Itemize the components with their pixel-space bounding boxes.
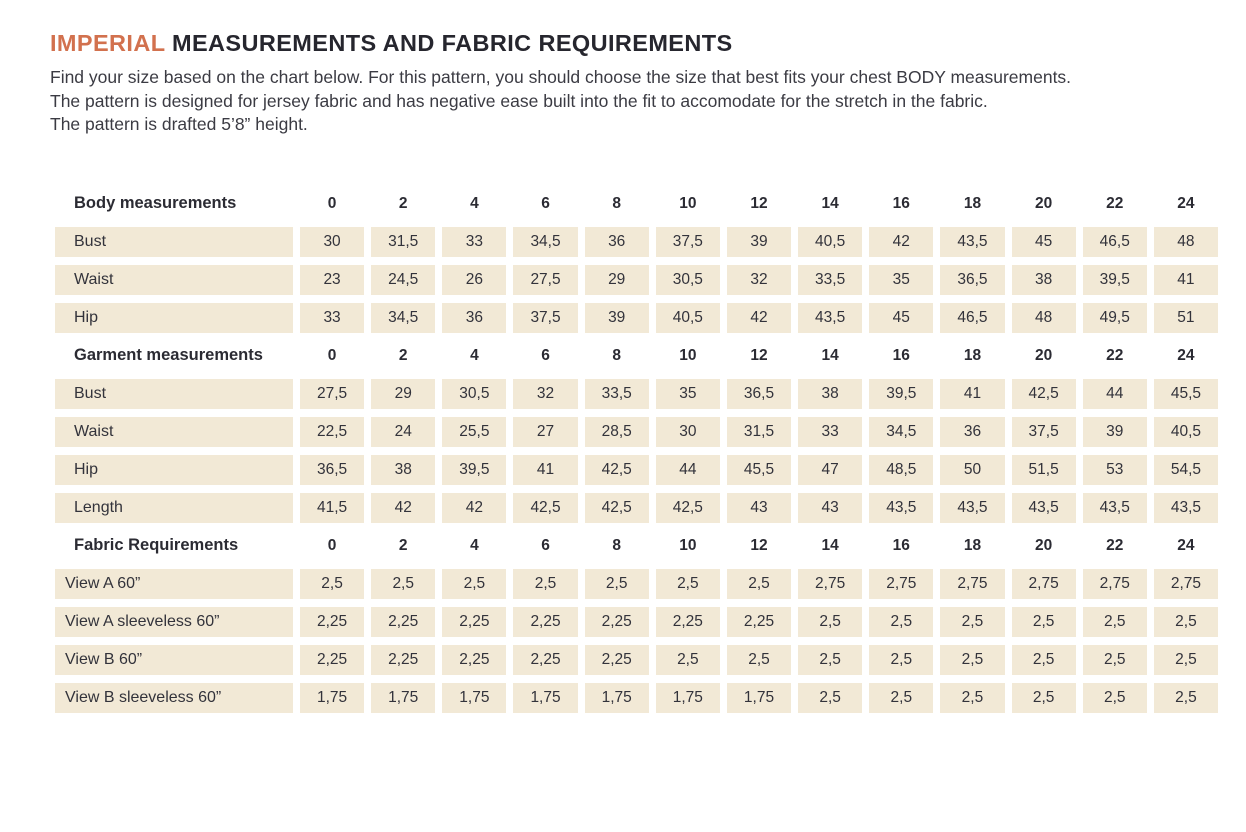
value-cell: 2,25 — [300, 645, 364, 675]
value-cell: 33 — [798, 417, 862, 447]
value-cell: 32 — [513, 379, 577, 409]
value-cell: 2,5 — [940, 607, 1004, 637]
table-row — [55, 227, 1218, 257]
size-column-header: 0 — [327, 194, 337, 212]
value-cell: 2,5 — [727, 645, 791, 675]
row-label: Waist — [55, 417, 293, 447]
value-cell: 30,5 — [656, 265, 720, 295]
value-cell: 43,5 — [940, 493, 1004, 523]
title-accent: IMPERIAL — [50, 30, 166, 56]
value-cell: 40,5 — [656, 303, 720, 333]
value-cell: 42 — [442, 493, 506, 523]
size-column-header: 22 — [1106, 536, 1124, 554]
table-row — [55, 569, 1218, 599]
value-cell: 1,75 — [656, 683, 720, 713]
value-cell: 42 — [371, 493, 435, 523]
value-cell: 43,5 — [940, 227, 1004, 257]
value-cell: 1,75 — [300, 683, 364, 713]
size-column-header: 10 — [679, 194, 697, 212]
size-column-header: 14 — [821, 346, 839, 364]
section-header-row — [55, 189, 1218, 219]
row-label: Hip — [55, 455, 293, 485]
intro-paragraph — [50, 66, 1206, 137]
value-cell: 2,25 — [727, 607, 791, 637]
value-cell: 39 — [585, 303, 649, 333]
value-cell: 41 — [1154, 265, 1218, 295]
size-column-header: 22 — [1106, 346, 1124, 364]
value-cell: 48 — [1012, 303, 1076, 333]
value-cell: 41 — [940, 379, 1004, 409]
size-column-header: 4 — [470, 346, 479, 364]
size-column-header: 16 — [892, 346, 910, 364]
table-row — [55, 417, 1218, 447]
value-cell: 39 — [1083, 417, 1147, 447]
row-label: Hip — [55, 303, 293, 333]
value-cell: 43,5 — [869, 493, 933, 523]
row-label: Bust — [55, 227, 293, 257]
table-row — [55, 379, 1218, 409]
table-row — [55, 455, 1218, 485]
value-cell: 2,5 — [1083, 683, 1147, 713]
value-cell: 2,25 — [442, 645, 506, 675]
table-row — [55, 493, 1218, 523]
value-cell: 35 — [869, 265, 933, 295]
value-cell: 1,75 — [371, 683, 435, 713]
value-cell: 47 — [798, 455, 862, 485]
size-column-header: 2 — [398, 536, 408, 554]
value-cell: 2,5 — [798, 645, 862, 675]
value-cell: 43,5 — [1012, 493, 1076, 523]
size-column-header: 24 — [1177, 536, 1195, 554]
value-cell: 2,5 — [1154, 607, 1218, 637]
value-cell: 40,5 — [798, 227, 862, 257]
value-cell: 1,75 — [442, 683, 506, 713]
table-row — [55, 303, 1218, 333]
size-column-header: 20 — [1034, 194, 1053, 212]
value-cell: 28,5 — [585, 417, 649, 447]
value-cell: 2,75 — [1083, 569, 1147, 599]
value-cell: 24 — [371, 417, 435, 447]
value-cell: 29 — [585, 265, 649, 295]
value-cell: 2,25 — [656, 607, 720, 637]
value-cell: 39,5 — [869, 379, 933, 409]
value-cell: 45 — [1012, 227, 1076, 257]
size-column-header: 14 — [821, 194, 839, 212]
size-column-header: 18 — [963, 194, 982, 212]
value-cell: 2,5 — [1083, 607, 1147, 637]
value-cell: 24,5 — [371, 265, 435, 295]
value-cell: 42,5 — [656, 493, 720, 523]
size-column-header: 0 — [327, 536, 337, 554]
size-column-header: 4 — [470, 536, 479, 554]
size-column-header: 16 — [892, 194, 910, 212]
value-cell: 41 — [513, 455, 577, 485]
value-cell: 2,5 — [940, 645, 1004, 675]
value-cell: 2,25 — [585, 645, 649, 675]
row-label: Bust — [55, 379, 293, 409]
page-title — [50, 30, 1206, 57]
value-cell: 2,5 — [1012, 607, 1076, 637]
value-cell: 1,75 — [585, 683, 649, 713]
value-cell: 23 — [300, 265, 364, 295]
value-cell: 30,5 — [442, 379, 506, 409]
value-cell: 2,5 — [513, 569, 577, 599]
value-cell: 31,5 — [371, 227, 435, 257]
value-cell: 45 — [869, 303, 933, 333]
value-cell: 48,5 — [869, 455, 933, 485]
table-row — [55, 683, 1218, 713]
value-cell: 2,5 — [371, 569, 435, 599]
value-cell: 1,75 — [727, 683, 791, 713]
value-cell: 46,5 — [1083, 227, 1147, 257]
size-column-header: 20 — [1034, 536, 1053, 554]
value-cell: 44 — [1083, 379, 1147, 409]
value-cell: 27,5 — [513, 265, 577, 295]
value-cell: 31,5 — [727, 417, 791, 447]
row-label: Waist — [55, 265, 293, 295]
size-column-header: 6 — [541, 346, 550, 364]
value-cell: 2,25 — [300, 607, 364, 637]
value-cell: 42 — [869, 227, 933, 257]
size-column-header: 12 — [750, 194, 768, 212]
value-cell: 38 — [371, 455, 435, 485]
size-column-header: 24 — [1177, 346, 1195, 364]
value-cell: 26 — [442, 265, 506, 295]
value-cell: 43,5 — [1083, 493, 1147, 523]
value-cell: 2,25 — [585, 607, 649, 637]
size-column-header: 14 — [821, 536, 839, 554]
value-cell: 45,5 — [727, 455, 791, 485]
value-cell: 2,5 — [300, 569, 364, 599]
value-cell: 51,5 — [1012, 455, 1076, 485]
value-cell: 2,25 — [442, 607, 506, 637]
value-cell: 2,5 — [1154, 683, 1218, 713]
value-cell: 29 — [371, 379, 435, 409]
value-cell: 42,5 — [585, 493, 649, 523]
value-cell: 33 — [300, 303, 364, 333]
row-label: Length — [55, 493, 293, 523]
row-label: View A sleeveless 60” — [55, 607, 293, 637]
size-column-header: 12 — [750, 536, 768, 554]
value-cell: 37,5 — [656, 227, 720, 257]
value-cell: 38 — [798, 379, 862, 409]
value-cell: 2,5 — [727, 569, 791, 599]
size-column-header: 22 — [1106, 194, 1124, 212]
table-row — [55, 607, 1218, 637]
value-cell: 43,5 — [1154, 493, 1218, 523]
value-cell: 2,75 — [1012, 569, 1076, 599]
value-cell: 50 — [940, 455, 1004, 485]
size-column-header: 8 — [612, 346, 621, 364]
size-column-header: 10 — [679, 346, 697, 364]
value-cell: 34,5 — [869, 417, 933, 447]
value-cell: 1,75 — [513, 683, 577, 713]
value-cell: 43 — [798, 493, 862, 523]
value-cell: 2,5 — [869, 683, 933, 713]
size-column-header: 6 — [541, 536, 550, 554]
value-cell: 2,5 — [798, 683, 862, 713]
value-cell: 2,5 — [798, 607, 862, 637]
section-header-label: Fabric Requirements — [74, 536, 239, 554]
section-header-row — [55, 531, 1218, 561]
table-row — [55, 265, 1218, 295]
value-cell: 2,5 — [656, 569, 720, 599]
value-cell: 43,5 — [798, 303, 862, 333]
value-cell: 42,5 — [585, 455, 649, 485]
size-column-header: 4 — [470, 194, 479, 212]
value-cell: 49,5 — [1083, 303, 1147, 333]
value-cell: 42 — [727, 303, 791, 333]
value-cell: 39,5 — [1083, 265, 1147, 295]
value-cell: 2,5 — [1012, 645, 1076, 675]
value-cell: 44 — [656, 455, 720, 485]
value-cell: 2,5 — [940, 683, 1004, 713]
value-cell: 43 — [727, 493, 791, 523]
value-cell: 2,25 — [513, 645, 577, 675]
size-column-header: 24 — [1177, 194, 1195, 212]
value-cell: 27 — [513, 417, 577, 447]
value-cell: 33,5 — [585, 379, 649, 409]
row-label: View B sleeveless 60” — [55, 683, 293, 713]
size-column-header: 8 — [612, 536, 621, 554]
row-label: View B 60” — [55, 645, 293, 675]
size-column-header: 10 — [679, 536, 697, 554]
value-cell: 38 — [1012, 265, 1076, 295]
intro-line: The pattern is drafted 5’8” height. — [50, 114, 308, 134]
size-table — [55, 189, 1218, 713]
value-cell: 39 — [727, 227, 791, 257]
value-cell: 2,5 — [1083, 645, 1147, 675]
value-cell: 46,5 — [940, 303, 1004, 333]
intro-line: Find your size based on the chart below. For this pattern, you should choose the size that best fits your chest BODY measurements. — [50, 67, 1072, 87]
value-cell: 2,75 — [1154, 569, 1218, 599]
value-cell: 33,5 — [798, 265, 862, 295]
value-cell: 36 — [940, 417, 1004, 447]
value-cell: 2,5 — [869, 645, 933, 675]
value-cell: 53 — [1083, 455, 1147, 485]
value-cell: 2,75 — [798, 569, 862, 599]
value-cell: 2,25 — [513, 607, 577, 637]
value-cell: 36 — [585, 227, 649, 257]
value-cell: 34,5 — [371, 303, 435, 333]
section-header-row — [55, 341, 1218, 371]
value-cell: 48 — [1154, 227, 1218, 257]
value-cell: 2,75 — [940, 569, 1004, 599]
row-label: View A 60” — [55, 569, 293, 599]
value-cell: 42,5 — [513, 493, 577, 523]
table-row — [55, 645, 1218, 675]
value-cell: 2,5 — [869, 607, 933, 637]
size-column-header: 8 — [612, 194, 621, 212]
value-cell: 39,5 — [442, 455, 506, 485]
value-cell: 36 — [442, 303, 506, 333]
value-cell: 30 — [300, 227, 364, 257]
size-column-header: 2 — [398, 346, 408, 364]
value-cell: 2,25 — [371, 607, 435, 637]
section-header-label: Body measurements — [74, 194, 237, 212]
value-cell: 22,5 — [300, 417, 364, 447]
value-cell: 51 — [1154, 303, 1218, 333]
value-cell: 33 — [442, 227, 506, 257]
size-column-header: 18 — [963, 346, 982, 364]
size-column-header: 0 — [327, 346, 337, 364]
value-cell: 30 — [656, 417, 720, 447]
value-cell: 2,75 — [869, 569, 933, 599]
size-column-header: 12 — [750, 346, 768, 364]
title-main: MEASUREMENTS AND FABRIC REQUIREMENTS — [172, 30, 733, 56]
value-cell: 25,5 — [442, 417, 506, 447]
value-cell: 32 — [727, 265, 791, 295]
value-cell: 36,5 — [300, 455, 364, 485]
section-header-label: Garment measurements — [74, 346, 263, 364]
value-cell: 2,5 — [442, 569, 506, 599]
size-column-header: 16 — [892, 536, 910, 554]
value-cell: 54,5 — [1154, 455, 1218, 485]
size-column-header: 18 — [963, 536, 982, 554]
value-cell: 35 — [656, 379, 720, 409]
value-cell: 2,5 — [1154, 645, 1218, 675]
value-cell: 2,5 — [1012, 683, 1076, 713]
size-column-header: 20 — [1034, 346, 1053, 364]
value-cell: 37,5 — [513, 303, 577, 333]
size-column-header: 2 — [398, 194, 408, 212]
value-cell: 2,5 — [656, 645, 720, 675]
value-cell: 34,5 — [513, 227, 577, 257]
value-cell: 27,5 — [300, 379, 364, 409]
value-cell: 2,25 — [371, 645, 435, 675]
value-cell: 45,5 — [1154, 379, 1218, 409]
value-cell: 37,5 — [1012, 417, 1076, 447]
value-cell: 36,5 — [940, 265, 1004, 295]
value-cell: 41,5 — [300, 493, 364, 523]
value-cell: 36,5 — [727, 379, 791, 409]
value-cell: 42,5 — [1012, 379, 1076, 409]
intro-line: The pattern is designed for jersey fabric and has negative ease built into the fit to accomodate for the stretch in the fabric. — [50, 90, 988, 111]
size-column-header: 6 — [541, 194, 550, 212]
value-cell: 2,5 — [585, 569, 649, 599]
value-cell: 40,5 — [1154, 417, 1218, 447]
